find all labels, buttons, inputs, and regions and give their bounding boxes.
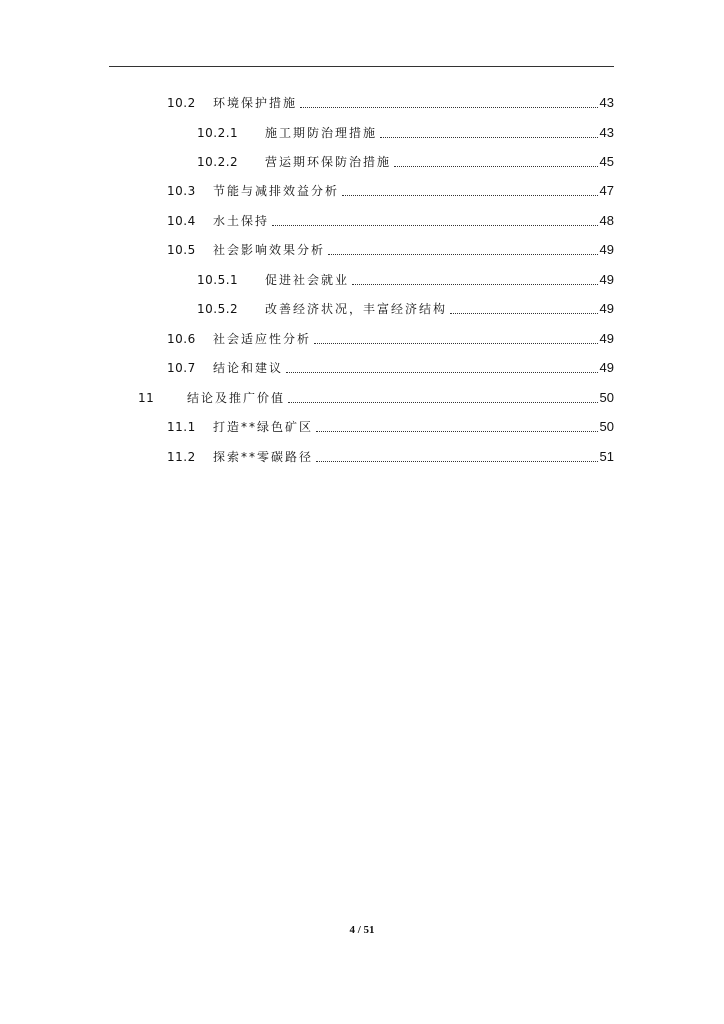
toc-entry-number: 10.2: [167, 96, 196, 110]
toc-entry-number: 10.5: [167, 243, 196, 257]
toc-entry-title: 促进社会就业: [265, 273, 350, 287]
toc-dot-leader: [342, 181, 598, 201]
toc-entry-title: 营运期环保防治措施: [265, 155, 392, 169]
toc-dot-leader: [380, 123, 598, 143]
toc-entry-11-2[interactable]: [167, 447, 614, 467]
toc-entry-title: 结论和建议: [213, 361, 284, 375]
toc-entry-10-4[interactable]: [167, 211, 614, 231]
toc-entry-title: 改善经济状况，丰富经济结构: [265, 302, 448, 316]
toc-dot-leader: [288, 388, 598, 408]
toc-entry-page: 49: [599, 272, 614, 287]
toc-entry-page: 49: [599, 331, 614, 346]
toc-entry-page: 45: [599, 154, 614, 169]
toc-dot-leader: [314, 329, 598, 349]
toc-entry-title: 社会影响效果分析: [213, 243, 326, 257]
toc-entry-10-3[interactable]: [167, 181, 614, 201]
toc-entry-page: 49: [599, 360, 614, 375]
toc-entry-number: 10.6: [167, 332, 196, 346]
toc-entry-10-5[interactable]: [167, 240, 614, 260]
toc-entry-number: 11.1: [167, 420, 196, 434]
toc-entry-number: 11.2: [167, 450, 196, 464]
toc-dot-leader: [450, 299, 598, 319]
toc-entry-title: 社会适应性分析: [213, 332, 312, 346]
toc-dot-leader: [316, 417, 598, 437]
toc-entry-10-2[interactable]: [167, 93, 614, 113]
toc-entry-page: 43: [599, 95, 614, 110]
toc-entry-page: 49: [599, 242, 614, 257]
toc-entry-10-5-1[interactable]: [197, 270, 614, 290]
toc-entry-page: 50: [599, 390, 614, 405]
toc-entry-title: 探索**零碳路径: [213, 450, 314, 464]
toc-entry-page: 51: [599, 449, 614, 464]
toc-entry-page: 49: [599, 301, 614, 316]
toc-entry-title: 施工期防治理措施: [265, 126, 378, 140]
toc-entry-number: 10.2.2: [197, 155, 239, 169]
toc-entry-10-5-2[interactable]: [197, 299, 614, 319]
toc-dot-leader: [394, 152, 598, 172]
toc-entry-page: 50: [599, 419, 614, 434]
toc-dot-leader: [328, 240, 598, 260]
toc-entry-title: 结论及推广价值: [187, 391, 286, 405]
toc-dot-leader: [286, 358, 598, 378]
toc-entry-title: 节能与减排效益分析: [213, 184, 340, 198]
toc-entry-11[interactable]: [138, 388, 614, 408]
toc-dot-leader: [272, 211, 598, 231]
toc-entry-11-1[interactable]: [167, 417, 614, 437]
toc-dot-leader: [300, 93, 598, 113]
toc-entry-page: 43: [599, 125, 614, 140]
toc-entry-number: 10.3: [167, 184, 196, 198]
toc-entry-number: 10.5.1: [197, 273, 239, 287]
toc-entry-10-7[interactable]: [167, 358, 614, 378]
toc-entry-number: 10.2.1: [197, 126, 239, 140]
toc-entry-10-6[interactable]: [167, 329, 614, 349]
toc-entry-title: 水土保持: [213, 214, 270, 228]
toc-entry-title: 打造**绿色矿区: [213, 420, 314, 434]
toc-entry-number: 10.4: [167, 214, 196, 228]
page-number-footer: 4 / 51: [349, 924, 375, 936]
toc-dot-leader: [352, 270, 598, 290]
header-rule: [109, 66, 614, 67]
toc-entry-number: 11: [138, 391, 155, 405]
toc-entry-number: 10.5.2: [197, 302, 239, 316]
toc-entry-page: 47: [599, 183, 614, 198]
toc-entry-10-2-1[interactable]: [197, 123, 614, 143]
toc-entry-title: 环境保护措施: [213, 96, 298, 110]
toc-entry-10-2-2[interactable]: [197, 152, 614, 172]
toc-entry-number: 10.7: [167, 361, 196, 375]
toc-entry-page: 48: [599, 213, 614, 228]
toc-dot-leader: [316, 447, 598, 467]
